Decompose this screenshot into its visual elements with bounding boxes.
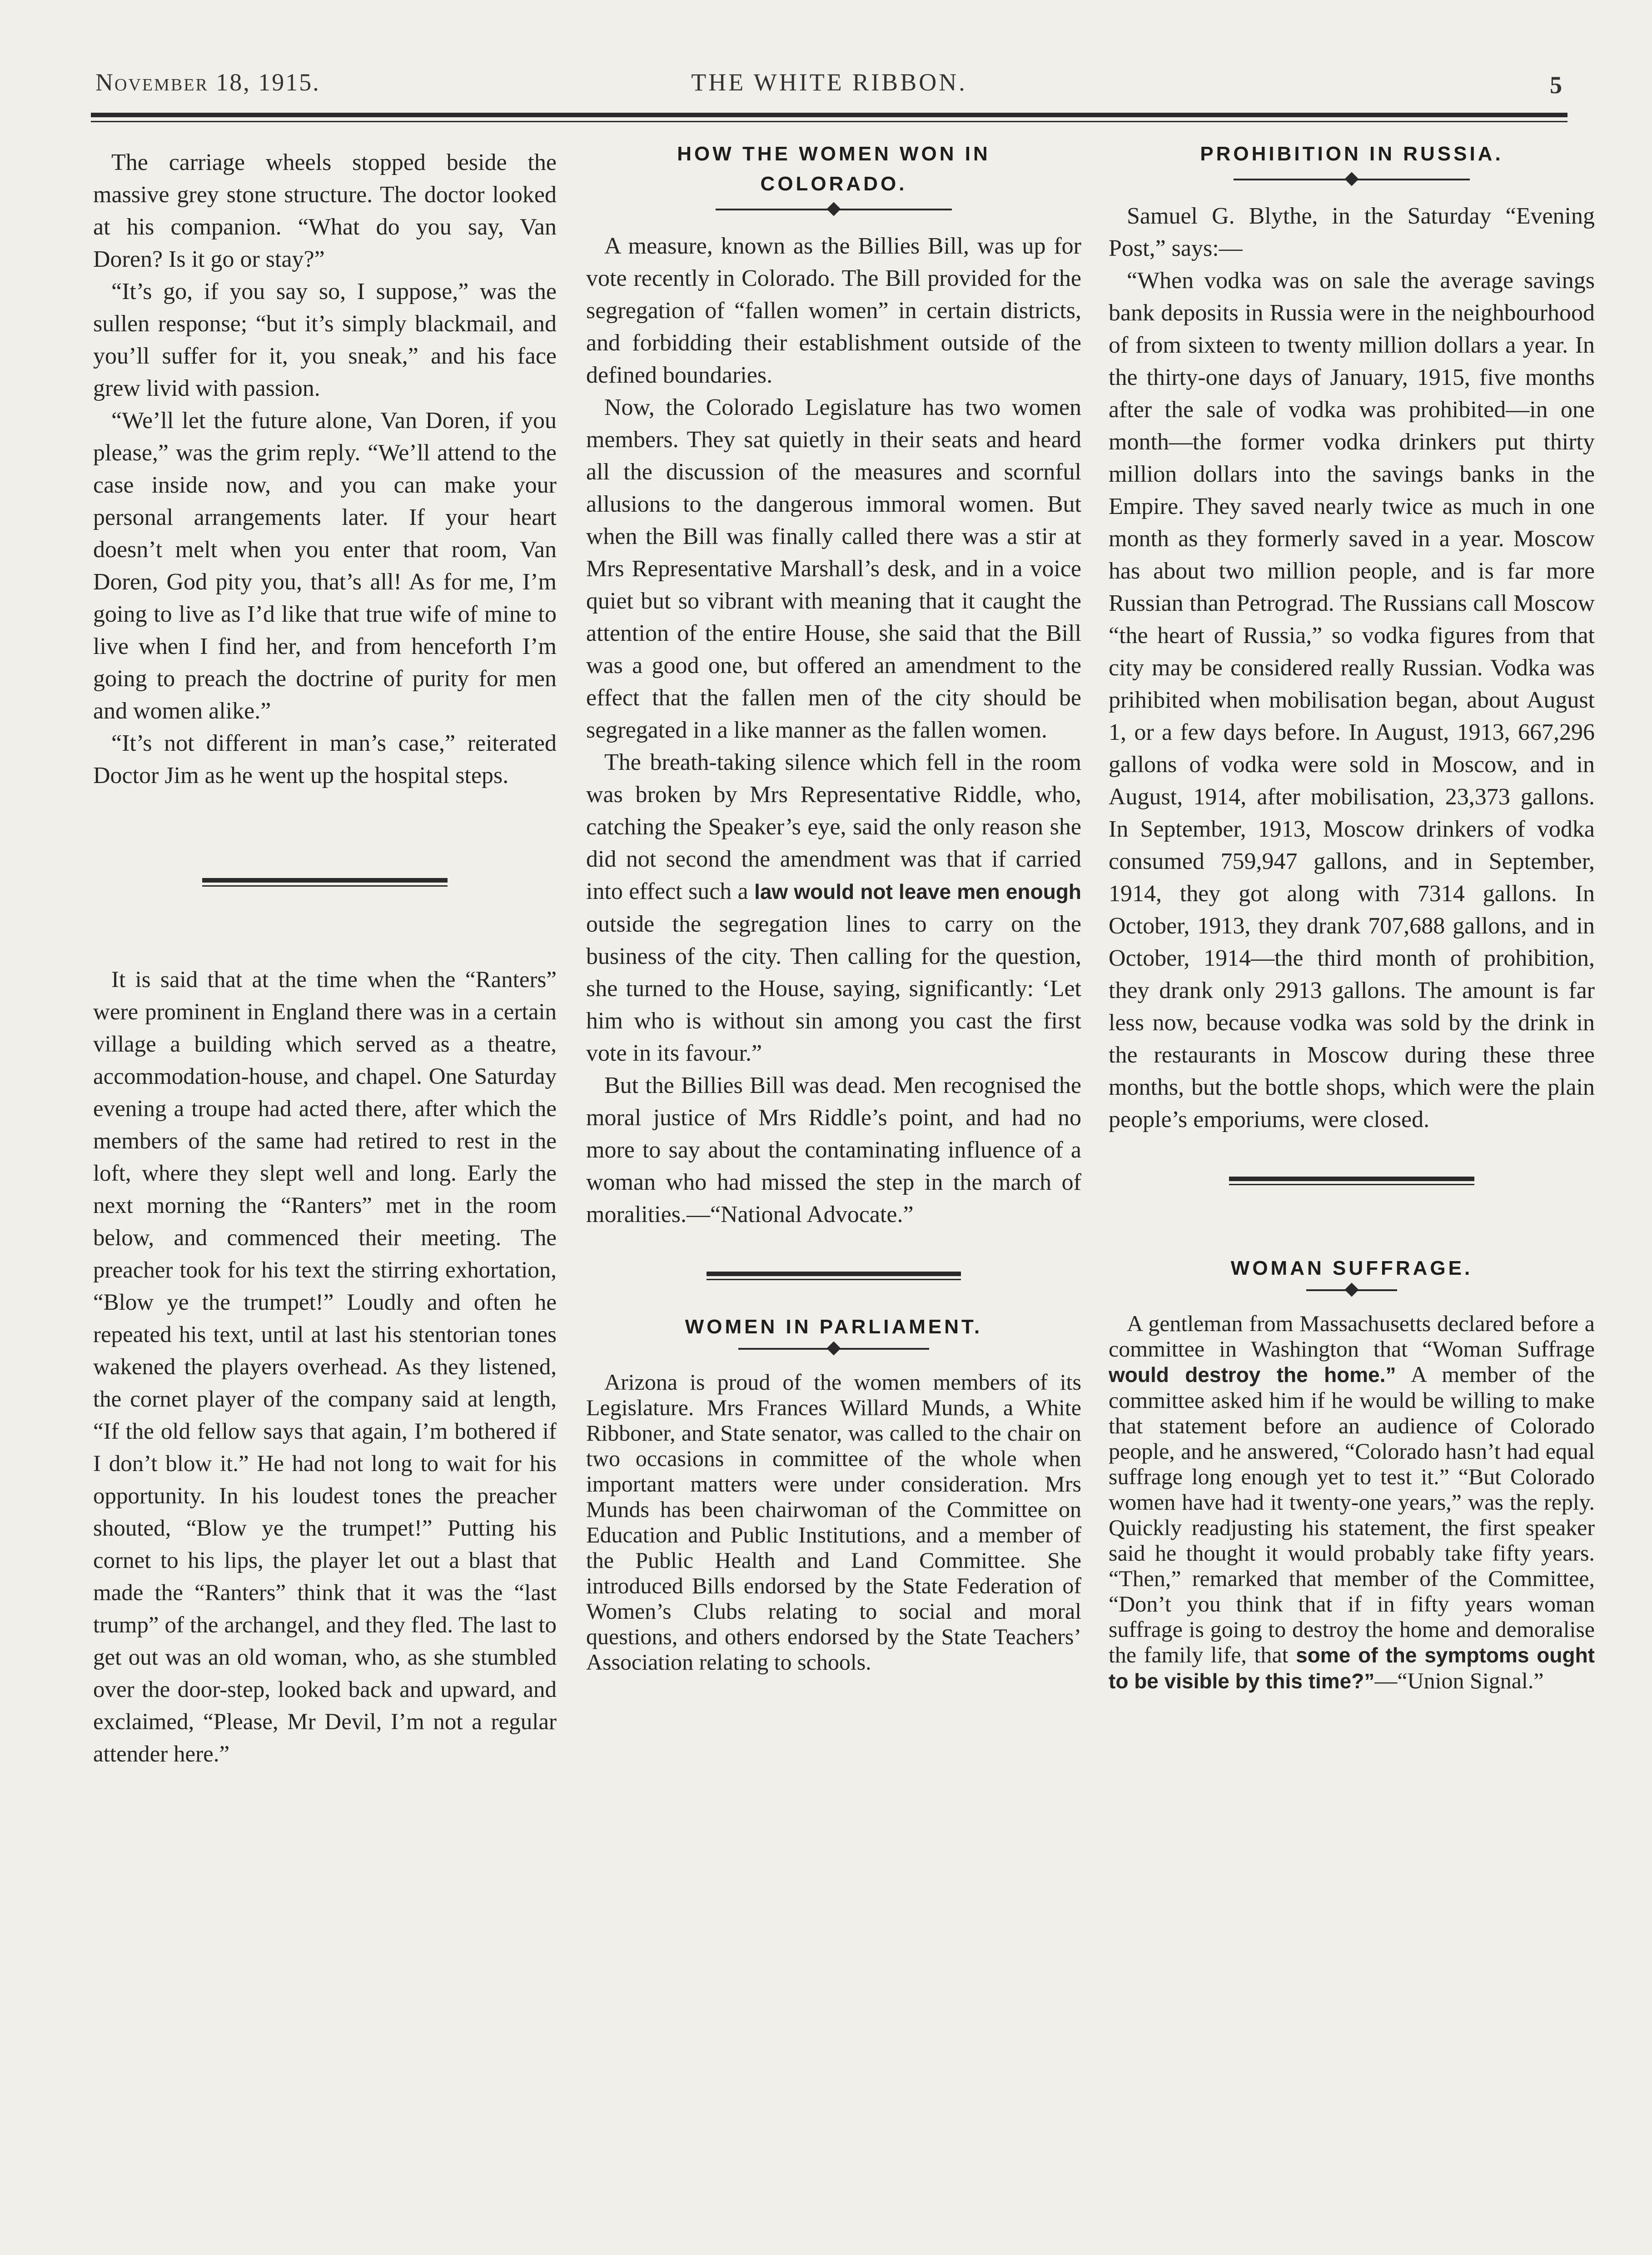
emphasis-text: law would not leave men enough: [754, 880, 1081, 903]
issue-date: November 18, 1915.: [95, 69, 320, 96]
page-number: 5: [1550, 71, 1563, 99]
column-2: [586, 132, 1081, 1675]
russia-paragraph-1: Samuel G. Blythe, in the Saturday “Evening Post,” says:—: [1109, 203, 1595, 261]
column-3: [1109, 132, 1595, 1694]
masthead-rule-thick: [91, 113, 1567, 117]
colorado-paragraph-3: The breath-taking silence which fell in the room was broken by Mrs Representative Riddle, who, catching the Speaker’s eye, said the only reason she did not second the amendment was that if carried into effect such a law would not leave men enough outside the segregation lines to carry on the business of the city. Then calling for the question, she turned to the House, saying, significantly: ‘Let him who is without sin among you cast the first vote in its favour.”: [586, 749, 1081, 1066]
ranters-anecdote: It is said that at the time when the “Ranters” were prominent in England there was in a certain village a building which served as a theatre, accommodation-house, and chapel. One Saturday evening a troupe had acted there, after which the members of the same had retired to rest in the loft, where they slept well and long. Early the next morning the “Ranters” met in the room below, and commenced their meeting. The preacher took for his text the stirring exhortation, “Blow ye the trumpet!” Loudly and often he repeated his text, until at last his stentorian tones wakened the players overhead. As they listened, the cornet player of the company said at length, “If the old fellow says that again, I’m bothered if I don’t blow it.” He had not long to wait for his opportunity. In his loudest tones the preacher shouted, “Blow ye the trumpet!” Putting his cornet to his lips, the player let out a blast that made the “Ranters” think that it was the “last trump” of the archangel, and they fled. The last to get out was an old woman, who, as she stumbled over the door-step, looked back and upward, and exclaimed, “Please, Mr Devil, I’m not a regular attender here.”: [93, 967, 557, 1767]
masthead-rule-thin: [91, 121, 1567, 122]
article-heading-colorado: HOW THE WOMEN WON IN COLORADO.: [677, 143, 990, 195]
section-divider: [202, 878, 448, 887]
heading-ornament: [1306, 1283, 1397, 1297]
article-heading-russia: PROHIBITION IN RUSSIA.: [1200, 143, 1503, 165]
story-paragraph: “It’s not different in man’s case,” reiterated Doctor Jim as he went up the hospital steps.: [93, 730, 557, 788]
colorado-paragraph-4: But the Billies Bill was dead. Men recognised the moral justice of Mrs Riddle’s point, and had no more to say about the contaminating influence of a woman who had missed the step in the march of moralities.—“National Advocate.”: [586, 1073, 1081, 1227]
colorado-paragraph-1: A measure, known as the Billies Bill, was up for vote recently in Colorado. The Bill provided for the segregation of “fallen women” in certain districts, and forbidding their establishment outside of the defined boundaries.: [586, 233, 1081, 388]
story-paragraph: “We’ll let the future alone, Van Doren, if you please,” was the grim reply. “We’ll attend to the case inside now, and you can make your personal arrangements later. If your heart doesn’t melt when you enter that room, Van Doren, God pity you, that’s all! As for me, I’m going to live as I’d like that true wife of mine to live when I find her, and from henceforth I’m going to preach the doctrine of purity for men and women alike.”: [93, 408, 557, 724]
heading-ornament: [738, 1342, 929, 1356]
story-paragraph: The carriage wheels stopped beside the massive grey stone structure. The doctor looked at his companion. “What do you say, Van Doren? Is it go or stay?”: [93, 150, 557, 272]
article-heading-parliament: WOMEN IN PARLIAMENT.: [685, 1316, 983, 1338]
newspaper-title: THE WHITE RIBBON.: [691, 69, 967, 96]
article-heading-suffrage: WOMAN SUFFRAGE.: [1230, 1257, 1473, 1279]
masthead: [95, 68, 1563, 105]
story-paragraph: “It’s go, if you say so, I suppose,” was the sullen response; “but it’s simply blackmail, and you’ll suffer for it, you sneak,” and his face grew livid with passion.: [93, 279, 557, 401]
column-1: [93, 132, 557, 1771]
parliament-paragraph: Arizona is proud of the women members of its Legislature. Mrs Frances Willard Munds, a White Ribboner, and State senator, was called to the chair on two occasions in committee of the whole when important matters were under consideration. Mrs Munds has been chairwoman of the Committee on Education and Public Institutions, and a member of the Public Health and Land Committee. She introduced Bills endorsed by the State Federation of Women’s Clubs relating to social and moral questions, and others endorsed by the State Teachers’ Association relating to schools.: [586, 1369, 1081, 1675]
emphasis-text: some of the symptoms ought to be visible by this time?”: [1109, 1643, 1595, 1693]
emphasis-text: would destroy the home.”: [1109, 1363, 1396, 1387]
colorado-paragraph-2: Now, the Colorado Legislature has two women members. They sat quietly in their seats and heard all the discussion of the measures and scornful allusions to the dangerous immoral women. But when the Bill was finally called there was a stir at Mrs Representative Marshall’s desk, and in a voice quiet but so vibrant with meaning that it caught the attention of the entire House, she said that the Bill was a good one, but offered an amendment to the effect that the fallen men of the city should be segregated in a like manner as the fallen women.: [586, 394, 1081, 743]
suffrage-paragraph: A gentleman from Massachusetts declared before a committee in Washington that “Woman Suffrage would destroy the home.” A member of the committee asked him if he would be willing to make that statement before an audience of Colorado people, and he answered, “Colorado hasn’t had equal suffrage long enough yet to test it.” “But Colorado women have had it twenty-one years,” was the reply. Quickly readjusting his statement, the first speaker said he thought it would probably take fifty years. “Then,” remarked that member of the Committee, “Don’t you think that if in fifty years woman suffrage is going to destroy the home and demoralise the family life, that some of the symptoms ought to be visible by this time?”—“Union Signal.”: [1109, 1311, 1595, 1693]
heading-ornament: [1234, 173, 1470, 186]
section-divider: [707, 1272, 961, 1280]
russia-paragraph-2: “When vodka was on sale the average savings bank deposits in Russia were in the neighbourhood of from sixteen to twenty million dollars a year. In the thirty-one days of January, 1915, five months after the sale of vodka was prohibited—in one month—the former vodka drinkers put thirty million dollars into the savings banks in the Empire. They saved nearly twice as much in one month as they formerly saved in a year. Moscow has about two million people, and is far more Russian than Petrograd. The Russians call Moscow “the heart of Russia,” so vodka figures from that city may be considered really Russian. Vodka was prihibited when mobilisation began, about August 1, or a few days before. In August, 1913, 667,296 gallons of vodka were sold in Moscow, and in August, 1914, after mobilisation, 23,373 gallons. In September, 1913, Moscow drinkers of vodka consumed 759,947 gallons, and in September, 1914, they got along with 7314 gallons. In October, 1913, they drank 707,688 gallons, and in October, 1914—the third month of prohibition, they drank only 2913 gallons. The amount is far less now, because vodka was sold by the drink in the restaurants in Moscow during these three months, but the bottle shops, which were the plain people’s emporiums, were closed.: [1109, 268, 1595, 1132]
heading-ornament: [716, 203, 952, 216]
section-divider: [1229, 1177, 1474, 1185]
